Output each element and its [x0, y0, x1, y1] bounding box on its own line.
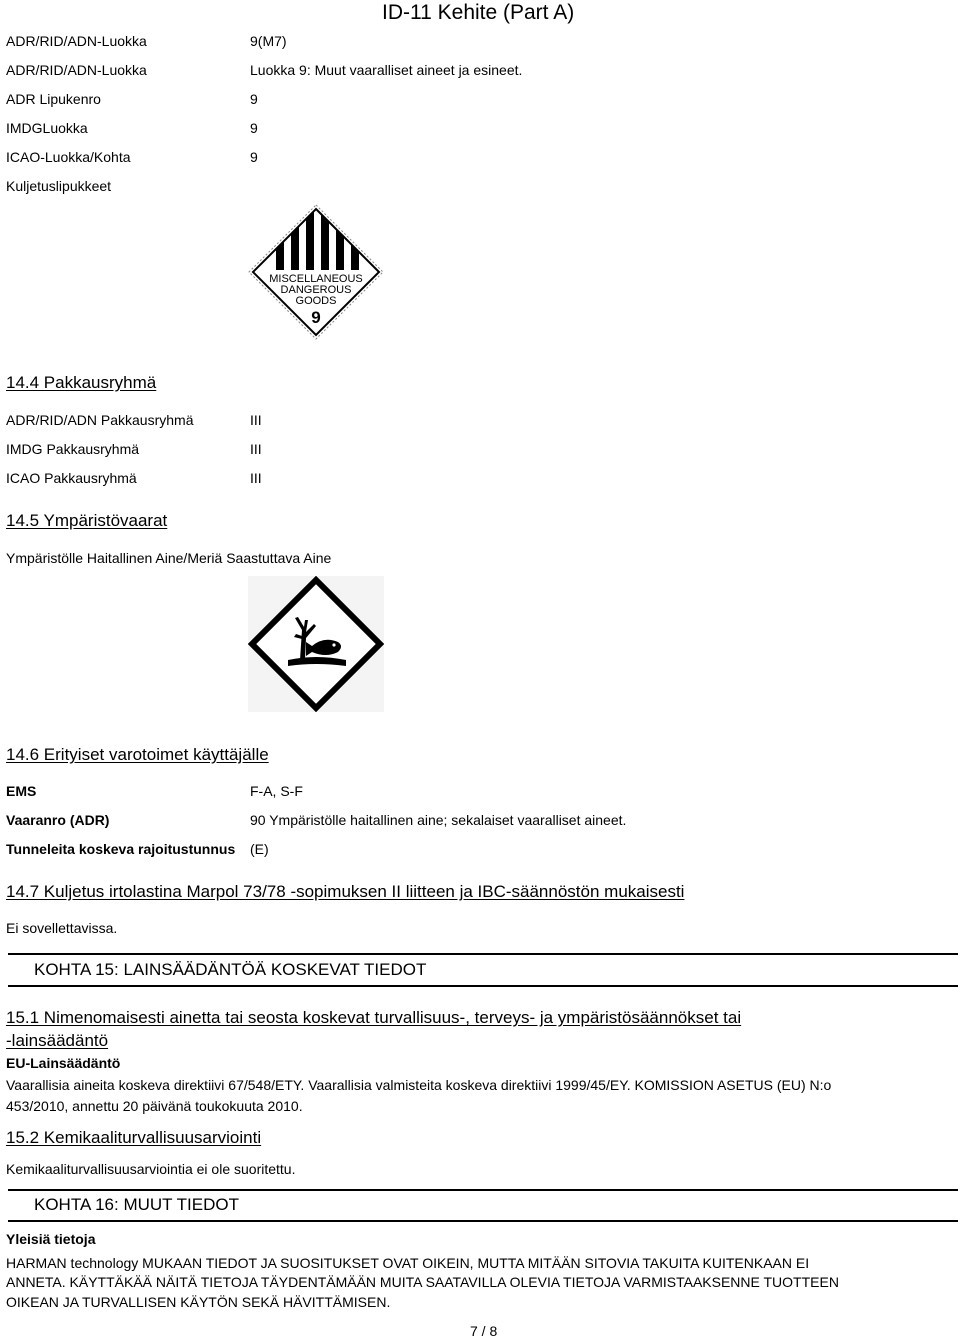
transport-value-icao-class: 9 [250, 149, 258, 165]
transport-label-adr-class: ADR/RID/ADN-Luokka [6, 33, 147, 49]
ems-value: F-A, S-F [250, 783, 303, 799]
eu-legislation-text-line1: Vaarallisia aineita koskeva direktiivi 67/548/ETY. Vaarallisia valmisteita koskeva direktiivi 1999/45/EY. KOMISSION ASETUS (EU) N:o [6, 1077, 832, 1093]
section-14-7-text: Ei sovellettavissa. [6, 920, 118, 936]
general-info-line2: ANNETA. KÄYTTÄKÄÄ NÄITÄ TIETOJA TÄYDENTÄMÄÄN MUITA SAATAVILLA OLEVIA TIETOJA VARMISTAAKSENNE TUOTTEEN [6, 1274, 839, 1290]
kohta-15-divider [8, 953, 958, 955]
section-15-2-text: Kemikaaliturvallisuusarviointia ei ole suoritettu. [6, 1161, 296, 1177]
kohta-15-divider-bottom [8, 985, 958, 987]
class9-label-line3: GOODS [295, 295, 337, 307]
tunnel-code-value: (E) [250, 841, 269, 857]
pg-value-imdg: III [250, 441, 262, 457]
pg-label-imdg: IMDG Pakkausryhmä [6, 441, 140, 457]
transport-value-imdg-class: 9 [250, 120, 258, 136]
class9-label-line1: MISCELLANEOUS [269, 273, 363, 285]
section-14-7-heading: 14.7 Kuljetus irtolastina Marpol 73/78 -sopimuksen II liitteen ja IBC-säännöstön mukaisesti [6, 882, 685, 901]
class9-hazard-label-icon [248, 204, 384, 340]
general-info-line3: OIKEAN JA TURVALLISEN KÄYTÖN SEKÄ HÄVITTÄMISEN. [6, 1294, 391, 1310]
kohta-16-divider-bottom [8, 1220, 958, 1222]
section-15-1-heading-line1: 15.1 Nimenomaisesti ainetta tai seosta koskevat turvallisuus-, terveys- ja ympäristösäännökset tai [6, 1008, 742, 1027]
transport-label-adr-class-desc: ADR/RID/ADN-Luokka [6, 62, 147, 78]
kohta-15-title: KOHTA 15: LAINSÄÄDÄNTÖÄ KOSKEVAT TIEDOT [34, 960, 427, 979]
transport-label-icao-class: ICAO-Luokka/Kohta [6, 149, 131, 165]
kohta-16-divider [8, 1189, 958, 1191]
env-hazard-text: Ympäristölle Haitallinen Aine/Meriä Saastuttava Aine [6, 550, 332, 566]
transport-label-labels: Kuljetuslipukkeet [6, 178, 112, 194]
transport-value-adr-class: 9(M7) [250, 33, 287, 49]
transport-value-adr-label-no: 9 [250, 91, 258, 107]
pg-value-adr: III [250, 412, 262, 428]
hazard-number-value: 90 Ympäristölle haitallinen aine; sekalaiset vaaralliset aineet. [250, 812, 627, 828]
tunnel-code-label: Tunneleita koskeva rajoitustunnus [6, 841, 236, 857]
pg-value-icao: III [250, 470, 262, 486]
eu-legislation-text-line2: 453/2010, annettu 20 päivänä toukokuuta 2010. [6, 1098, 303, 1114]
transport-label-imdg-class: IMDGLuokka [6, 120, 88, 136]
section-14-5-heading: 14.5 Ympäristövaarat [6, 511, 168, 530]
environment-hazard-icon [248, 576, 384, 712]
ems-label: EMS [6, 783, 37, 799]
section-15-1-heading-line2: -lainsäädäntö [6, 1031, 109, 1050]
kohta-16-title: KOHTA 16: MUUT TIEDOT [34, 1195, 239, 1214]
pg-label-adr: ADR/RID/ADN Pakkausryhmä [6, 412, 194, 428]
eu-legislation-label: EU-Lainsäädäntö [6, 1055, 121, 1071]
class9-label-number: 9 [311, 308, 321, 327]
section-15-2-heading: 15.2 Kemikaaliturvallisuusarviointi [6, 1128, 262, 1147]
section-14-6-heading: 14.6 Erityiset varotoimet käyttäjälle [6, 745, 269, 764]
section-14-4-heading: 14.4 Pakkausryhmä [6, 373, 157, 392]
general-info-line1: HARMAN technology MUKAAN TIEDOT JA SUOSITUKSET OVAT OIKEIN, MUTTA MITÄÄN SITOVIA TAKUITA KUITENKAAN EI [6, 1255, 810, 1271]
transport-value-adr-class-desc: Luokka 9: Muut vaaralliset aineet ja esineet. [250, 62, 523, 78]
page-number: 7 / 8 [470, 1323, 498, 1339]
hazard-number-label: Vaaranro (ADR) [6, 812, 110, 828]
class9-label-line2: DANGEROUS [280, 284, 352, 296]
pg-label-icao: ICAO Pakkausryhmä [6, 470, 137, 486]
general-info-label: Yleisiä tietoja [6, 1231, 96, 1247]
transport-label-adr-label-no: ADR Lipukenro [6, 91, 101, 107]
document-title: ID-11 Kehite (Part A) [382, 1, 575, 24]
